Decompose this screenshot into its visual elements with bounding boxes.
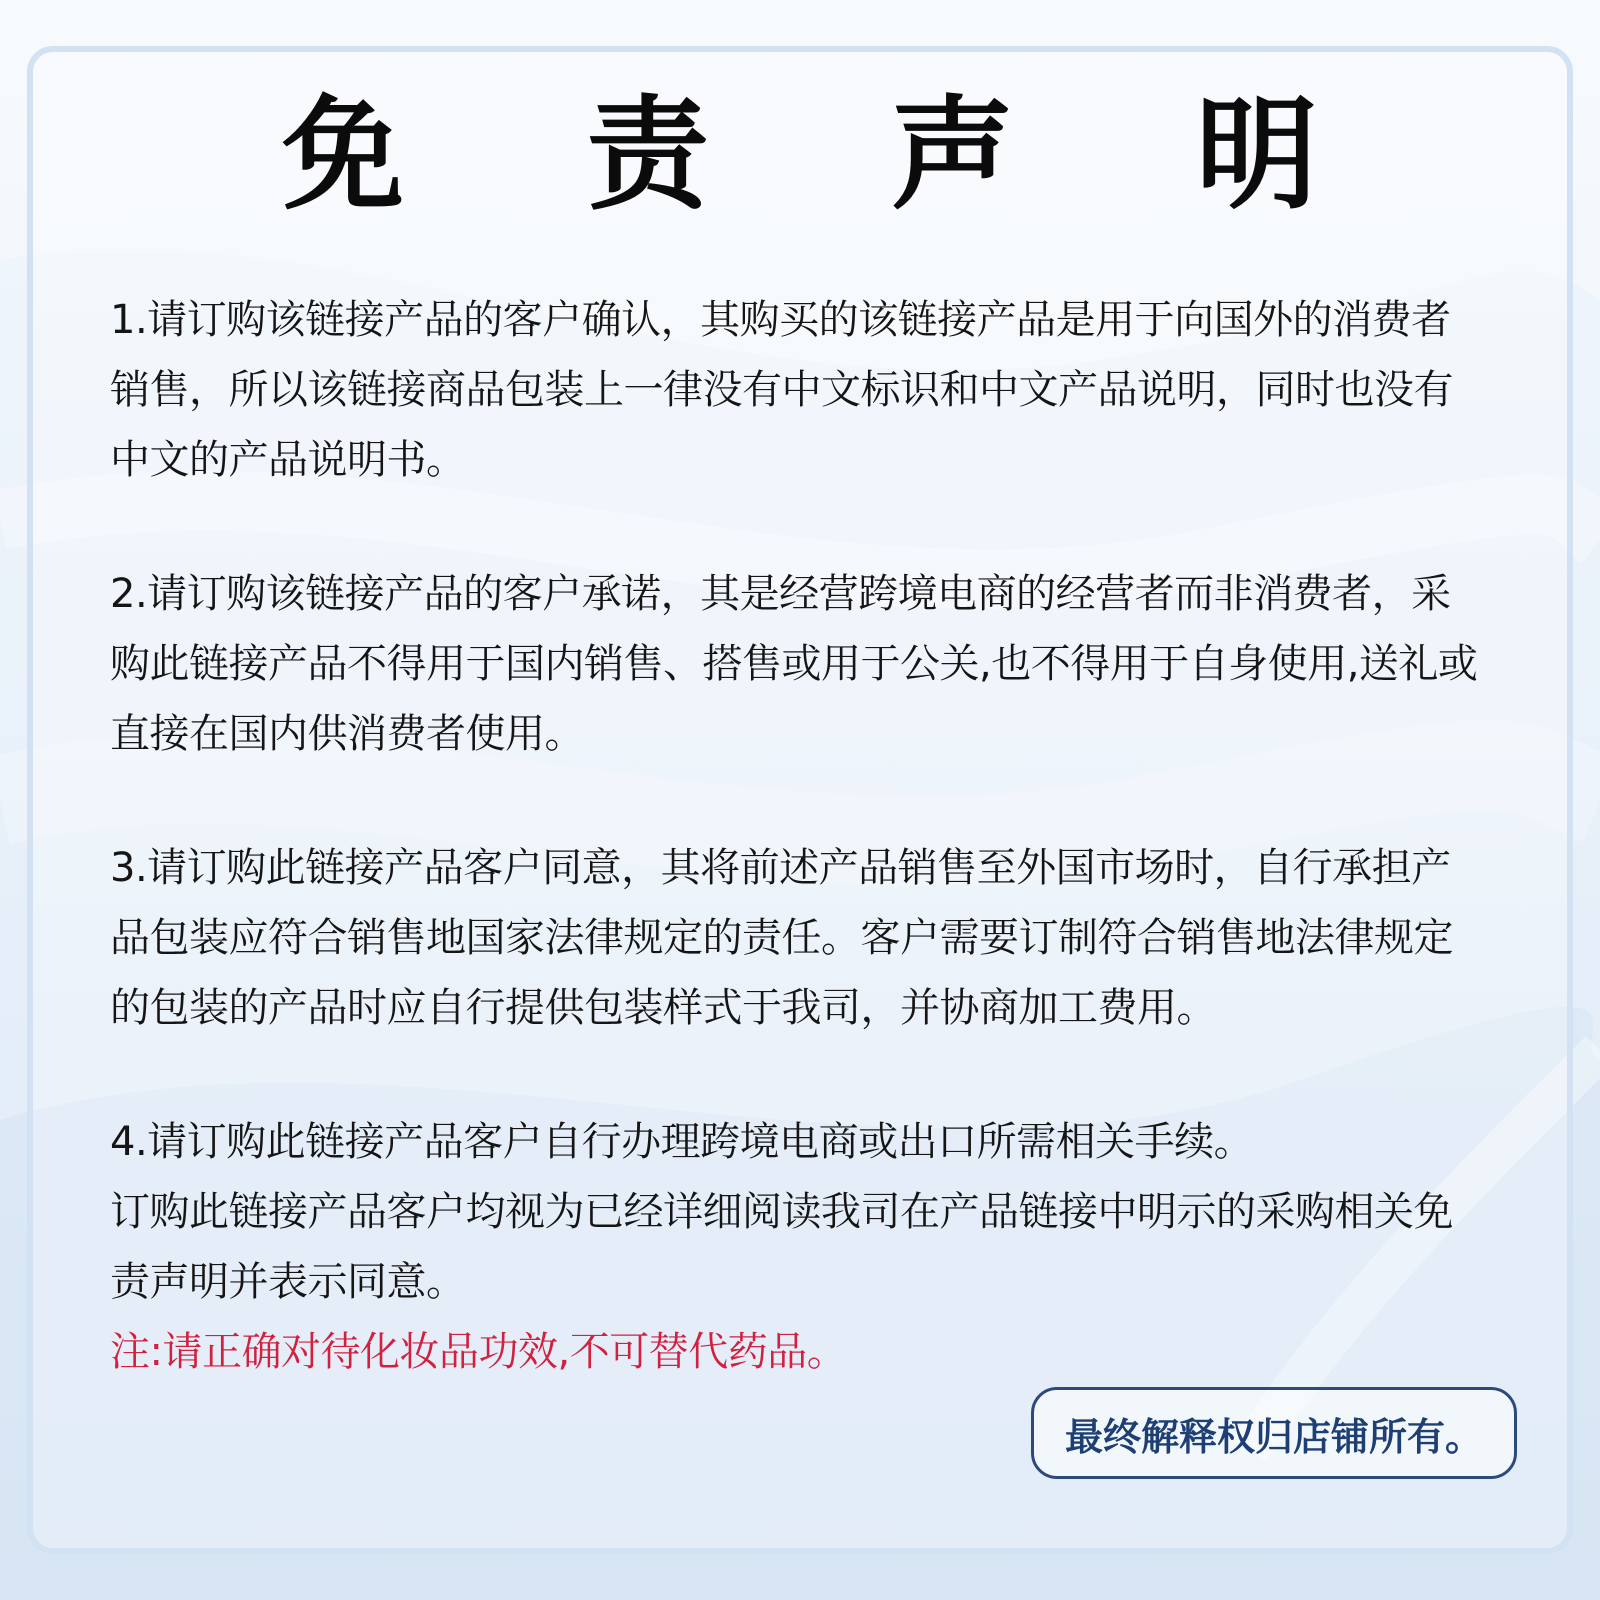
paragraph-1 (110, 285, 1490, 495)
final-interpretation-badge: 最终解释权归店铺所有。 (1031, 1387, 1517, 1479)
paragraph-3-text: 3.请订购此链接产品客户同意，其将前述产品销售至外国市场时，自行承担产品包装应符合销售地国家法律规定的责任。客户需要订制符合销售地法律规定的包装的产品时应自行提供包装样式于我司，并协商加工费用。 (110, 845, 1453, 1031)
paragraph-4-text: 4.请订购此链接产品客户自行办理跨境电商或出口所需相关手续。 (110, 1119, 1254, 1165)
page-title: 免 责 声 明 (282, 84, 1388, 226)
paragraph-3 (110, 833, 1490, 1043)
paragraph-4 (110, 1107, 1490, 1317)
disclaimer-content (110, 285, 1490, 1387)
paragraph-2-text: 2.请订购该链接产品的客户承诺，其是经营跨境电商的经营者而非消费者，采购此链接产品不得用于国内销售、搭售或用于公关,也不得用于自身使用,送礼或直接在国内供消费者使用。 (110, 571, 1478, 757)
paragraph-2 (110, 559, 1490, 769)
cosmetics-note: 注:请正确对待化妆品功效,不可替代药品。 (110, 1329, 847, 1375)
paragraph-1-text: 1.请订购该链接产品的客户确认，其购买的该链接产品是用于向国外的消费者销售，所以该链接商品包装上一律没有中文标识和中文产品说明，同时也没有中文的产品说明书。 (110, 297, 1453, 483)
agreement-text: 订购此链接产品客户均视为已经详细阅读我司在产品链接中明示的采购相关免责声明并表示同意。 (110, 1189, 1453, 1305)
